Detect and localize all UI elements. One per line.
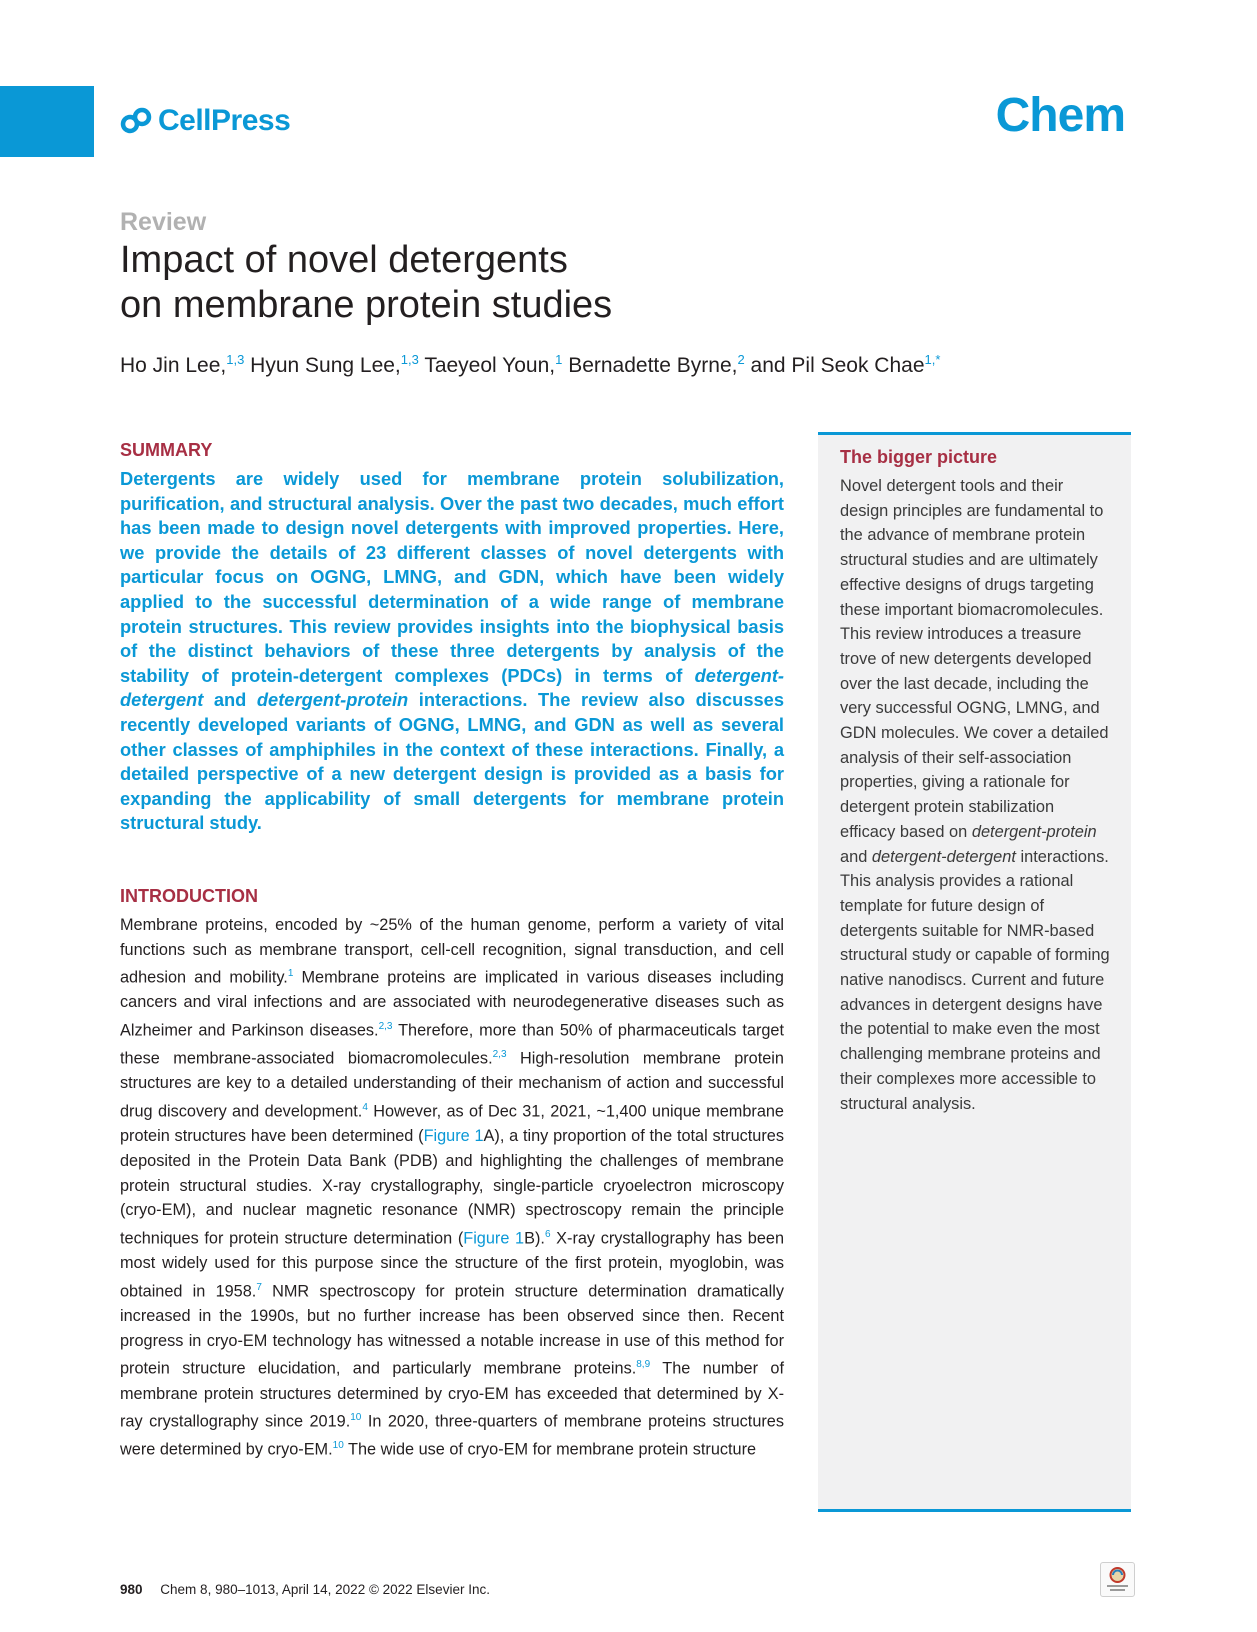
summary-heading: SUMMARY: [120, 440, 213, 460]
author-name[interactable]: Taeyeol Youn,: [424, 354, 556, 377]
check-for-updates-badge[interactable]: [1100, 1562, 1135, 1597]
author-affiliation[interactable]: 2: [737, 352, 745, 367]
publisher-name: CellPress: [158, 104, 291, 137]
header-accent-bar: [0, 86, 94, 157]
author-name[interactable]: Ho Jin Lee,: [120, 354, 227, 377]
page-footer: [120, 1582, 490, 1597]
cellpress-logo-icon: [120, 107, 152, 135]
reference-link[interactable]: 8,9: [636, 1359, 651, 1371]
page-number: 980: [120, 1582, 143, 1597]
author-name[interactable]: Bernadette Byrne,: [568, 354, 738, 377]
reference-link[interactable]: 4: [362, 1102, 368, 1114]
introduction-text: Membrane proteins, encoded by ~25% of the human genome, perform a variety of vital functions such as membrane transport, cell-cell recognition, signal transduction, and cell adhesion and mobility.$^1$ Membrane proteins are implicated in various diseases including cancers and viral infections and are associated with neurodegenerative diseases such as Alzheimer and Parkinson diseases.$^{2,3}$ Therefore, more than 50% of pharmaceuticals target these membrane-associated biomacromolecules.$^{2,3}$ High-resolution membrane protein structures are key to a detailed understanding of their mechanism of action and successful drug discovery and development.$^4$ However, as of Dec 31, 2021, ~1,400 unique membrane protein structures have been determined (Figure 1A), a tiny proportion of the total structures deposited in the Protein Data Bank (PDB) and highlighting the challenges of membrane protein structural studies. X-ray crystallography, single-particle cryoelectron microscopy (cryo-EM), and nuclear magnetic resonance (NMR) spectroscopy remain the principle techniques for protein structure determination (Figure 1B).$^6$ X-ray crystallography has been most widely used for this purpose since the structure of the first protein, myoglobin, was obtained in 1958.$^7$ NMR spectroscopy for protein structure determination dramatically increased in the 1990s, but no further increase has been observed since then. Recent progress in cryo-EM technology has witnessed a notable increase in use of this method for protein structure elucidation, and particularly membrane proteins.$^{8,9}$ The number of membrane protein structures determined by cryo-EM has exceeded that determined by X-ray crystallography since 2019.10 In 2020, three-quarters of membrane proteins structures were determined by cryo-EM.$^{10}$ The wide use of cryo-EM for membrane protein structure: [120, 915, 784, 1459]
reference-link[interactable]: 1: [287, 968, 294, 980]
bigger-picture-heading: The bigger picture: [840, 447, 998, 467]
author-affiliation[interactable]: 1,3: [226, 352, 245, 367]
reference-link[interactable]: 10: [350, 1412, 362, 1424]
figure-link[interactable]: Figure 1: [423, 1127, 484, 1146]
introduction-heading: INTRODUCTION: [120, 885, 258, 906]
reference-link[interactable]: 10: [332, 1440, 344, 1452]
journal-name[interactable]: Chem: [995, 89, 1125, 142]
article-type: Review: [120, 208, 207, 236]
main-column: [120, 440, 784, 1462]
author-affiliation[interactable]: 1,3: [400, 352, 419, 367]
bigger-picture-box: [818, 432, 1131, 1512]
author-list: [120, 352, 940, 378]
title-line-1: Impact of novel detergents: [120, 239, 568, 281]
author-affiliation[interactable]: 1,*: [924, 352, 941, 367]
bigger-picture-text: Novel detergent tools and their design principles are fundamental to the advance of membrane protein structural studies and are ultimately effective designs of drugs targeting these important biomacromolecules. This review introduces a treasure trove of new detergents developed over the last decade, including the very successful OGNG, LMNG, and GDN molecules. We cover a detailed analysis of their self-association properties, giving a rationale for detergent protein stabilization efficacy based on detergent-protein and detergent-detergent interactions. This analysis provides a rational template for future design of detergents suitable for NMR-based structural study or capable of forming native nanodiscs. Current and future advances in detergent designs have the potential to make even the most challenging membrane proteins and their complexes more accessible to structural analysis.: [840, 477, 1110, 1113]
reference-link[interactable]: 7: [256, 1281, 262, 1293]
author-affiliation[interactable]: 1: [555, 352, 563, 367]
summary-text: Detergents are widely used for membrane protein solubilization, purification, and structural analysis. Over the past two decades, much effort has been made to design novel detergents with improved properties. Here, we provide the details of 23 different classes of novel detergents with particular focus on OGNG, LMNG, and GDN, which have been widely applied to the successful determination of a wide range of membrane protein structures. This review provides insights into the biophysical basis of the distinct behaviors of these three detergents by analysis of the stability of protein-detergent complexes (PDCs) in terms of detergent-detergent and detergent-protein interactions. The review also discusses recently developed variants of OGNG, LMNG, and GDN as well as several other classes of amphiphiles in the context of these interactions. Finally, a detailed perspective of a new detergent design is provided as a basis for expanding the applicability of small detergents for membrane protein structural study.: [120, 468, 784, 834]
figure-link[interactable]: Figure 1: [463, 1229, 525, 1248]
reference-link[interactable]: 2,3: [378, 1021, 393, 1033]
title-line-2: on membrane protein studies: [120, 284, 613, 326]
reference-link[interactable]: 6: [544, 1229, 551, 1241]
author-name[interactable]: Hyun Sung Lee,: [250, 354, 401, 377]
check-updates-icon: [1101, 1563, 1134, 1596]
reference-link[interactable]: 2,3: [492, 1049, 507, 1061]
citation: Chem 8, 980–1013, April 14, 2022 © 2022 Elsevier Inc.: [160, 1582, 490, 1597]
cellpress-logo[interactable]: [120, 104, 290, 138]
article-title: [120, 238, 612, 328]
author-name[interactable]: and Pil Seok Chae: [750, 354, 925, 377]
